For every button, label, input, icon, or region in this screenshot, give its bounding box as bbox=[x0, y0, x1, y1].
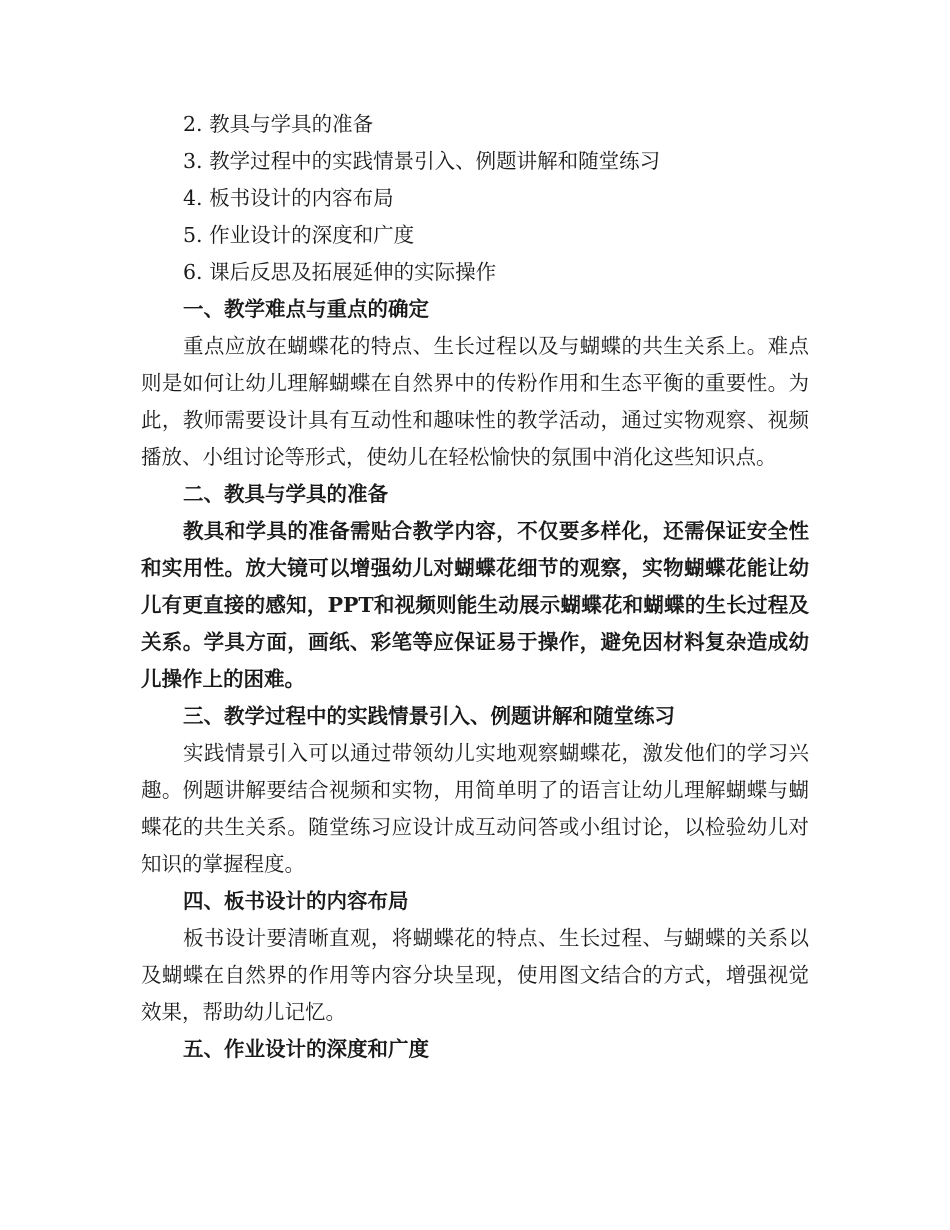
list-item: 3. 教学过程中的实践情景引入、例题讲解和随堂练习 bbox=[183, 149, 661, 173]
section-heading: 四、板书设计的内容布局 bbox=[183, 889, 409, 913]
section-heading: 一、教学难点与重点的确定 bbox=[183, 297, 429, 321]
section-heading: 三、教学过程中的实践情景引入、例题讲解和随堂练习 bbox=[183, 704, 675, 728]
list-item: 5. 作业设计的深度和广度 bbox=[183, 223, 415, 247]
document-page bbox=[141, 106, 809, 1068]
section-paragraph: 重点应放在蝴蝶花的特点、生长过程以及与蝴蝶的共生关系上。难点则是如何让幼儿理解蝴蝶在自然界中的传粉作用和生态平衡的重要性。为此，教师需要设计具有互动性和趣味性的教学活动，通过实物观察、视频播放、小组讨论等形式，使幼儿在轻松愉快的氛围中消化这些知识点。 bbox=[141, 334, 809, 469]
section-paragraph: 教具和学具的准备需贴合教学内容，不仅要多样化，还需保证安全性和实用性。放大镜可以增强幼儿对蝴蝶花细节的观察，实物蝴蝶花能让幼儿有更直接的感知，PPT和视频则能生动展示蝴蝶花和蝴蝶的生长过程及关系。学具方面，画纸、彩笔等应保证易于操作，避免因材料复杂造成幼儿操作上的困难。 bbox=[141, 519, 809, 691]
list-item: 6. 课后反思及拓展延伸的实际操作 bbox=[183, 260, 497, 284]
section-heading: 二、教具与学具的准备 bbox=[183, 482, 388, 506]
list-item: 4. 板书设计的内容布局 bbox=[183, 186, 394, 210]
list-item: 2. 教具与学具的准备 bbox=[183, 112, 374, 136]
section-paragraph: 实践情景引入可以通过带领幼儿实地观察蝴蝶花，激发他们的学习兴趣。例题讲解要结合视频和实物，用简单明了的语言让幼儿理解蝴蝶与蝴蝶花的共生关系。随堂练习应设计成互动问答或小组讨论，以检验幼儿对知识的掌握程度。 bbox=[141, 741, 809, 876]
section-heading: 五、作业设计的深度和广度 bbox=[183, 1037, 429, 1061]
section-paragraph: 板书设计要清晰直观，将蝴蝶花的特点、生长过程、与蝴蝶的关系以及蝴蝶在自然界的作用等内容分块呈现，使用图文结合的方式，增强视觉效果，帮助幼儿记忆。 bbox=[141, 926, 809, 1024]
